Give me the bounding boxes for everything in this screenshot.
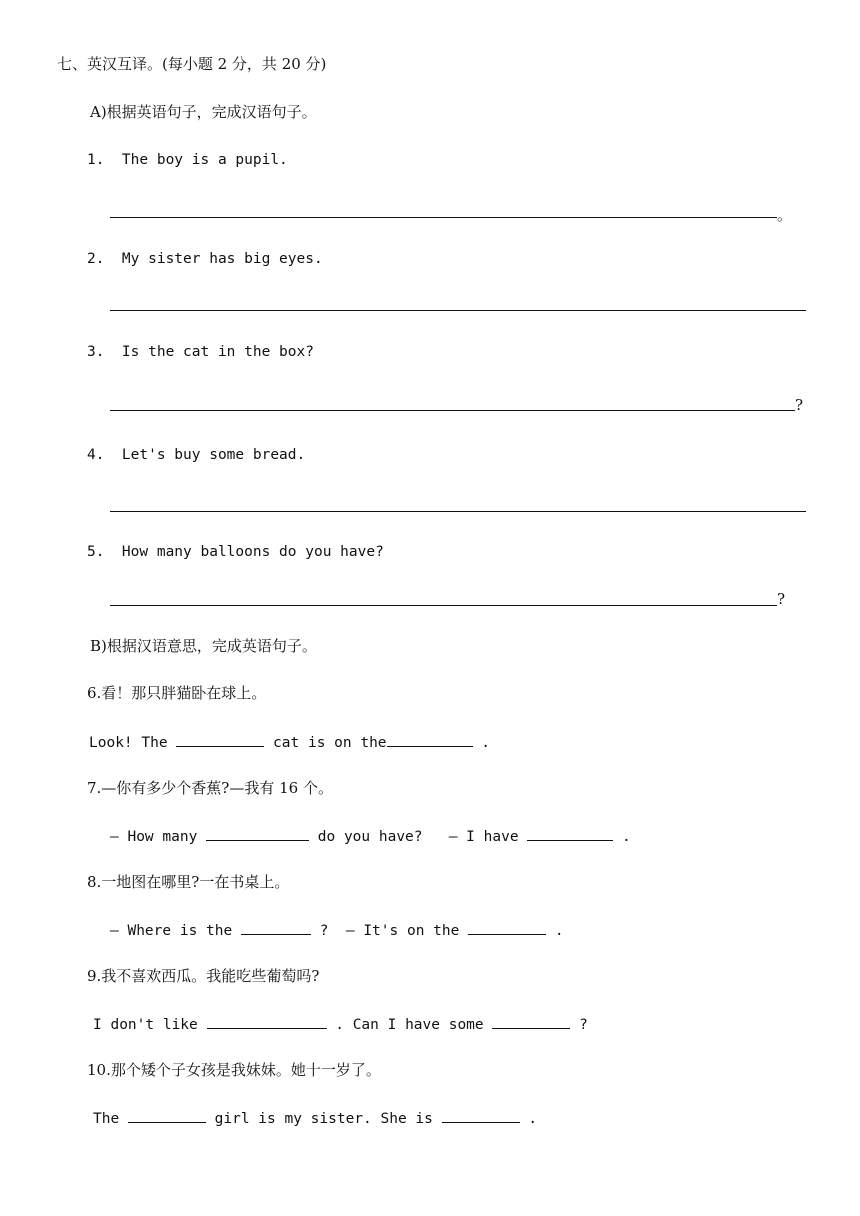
blank-6b[interactable] [387,732,473,747]
item-1-english: 1. The boy is a pupil. [87,152,288,168]
blank-6a[interactable] [176,732,264,747]
item-10-chinese: 10.那个矮个子女孩是我妹妹。她十一岁了。 [87,1061,381,1079]
blank-7b[interactable] [527,826,613,841]
answer-line-1[interactable] [110,217,777,218]
item-7-chinese: 7.—你有多少个香蕉?—我有 16 个。 [87,779,333,797]
item-2-english: 2. My sister has big eyes. [87,251,323,267]
blank-9a[interactable] [207,1014,327,1029]
item-5-english: 5. How many balloons do you have? [87,544,384,560]
item-3-english: 3. Is the cat in the box? [87,344,314,360]
item-6-chinese: 6.看！那只胖猫卧在球上。 [87,684,267,702]
item-9-chinese: 9.我不喜欢西瓜。我能吃些葡萄吗? [87,967,320,985]
blank-10b[interactable] [442,1108,520,1123]
item-5-end-mark: ? [777,590,786,608]
answer-line-4[interactable] [110,511,806,512]
answer-line-3[interactable] [110,410,795,411]
blank-9b[interactable] [492,1014,570,1029]
item-4-english: 4. Let's buy some bread. [87,447,306,463]
item-10-english: The girl is my sister. She is . [93,1108,537,1128]
part-b-heading: B)根据汉语意思，完成英语句子。 [90,637,317,655]
section-title: 七、英汉互译。(每小题 2 分，共 20 分) [57,55,327,73]
item-9-english: I don't like . Can I have some ? [93,1014,588,1034]
answer-line-5[interactable] [110,605,777,606]
blank-10a[interactable] [128,1108,206,1123]
part-a-heading: A)根据英语句子，完成汉语句子。 [90,103,317,121]
item-8-english: — Where is the ? — It's on the . [110,920,564,940]
blank-8b[interactable] [468,920,546,935]
item-3-end-mark: ? [795,396,804,414]
item-6-english: Look! The cat is on the . [89,732,490,752]
answer-line-2[interactable] [110,310,806,311]
blank-7a[interactable] [206,826,309,841]
item-1-end-mark: 。 [777,206,793,224]
item-7-english: — How many do you have? — I have . [110,826,631,846]
blank-8a[interactable] [241,920,311,935]
item-8-chinese: 8.一地图在哪里?一在书桌上。 [87,873,290,891]
